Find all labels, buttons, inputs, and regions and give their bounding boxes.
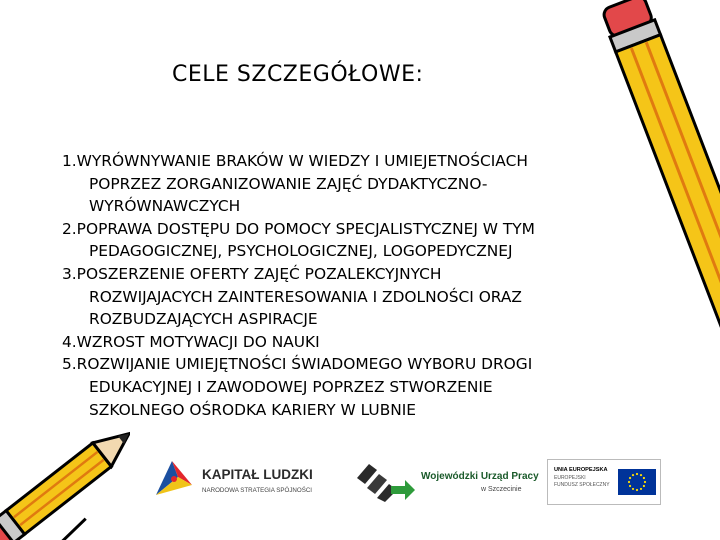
objective-continuation-line: EDUKACYJNEJ I ZAWODOWEJ POPRZEZ STWORZENIE bbox=[89, 377, 493, 396]
slide-title: CELE SZCZEGÓŁOWE: bbox=[172, 62, 424, 87]
eu-star bbox=[629, 477, 631, 479]
eu-star bbox=[636, 489, 638, 491]
eu-star bbox=[643, 485, 645, 487]
eu-title: UNIA EUROPEJSKA bbox=[554, 467, 608, 473]
eu-star bbox=[640, 488, 642, 490]
objective-continuation-line: ROZBUDZAJĄCYCH ASPIRACJE bbox=[89, 310, 318, 329]
eu-star bbox=[632, 474, 634, 476]
kapital-ludzki-logo bbox=[150, 455, 340, 505]
objective-first-line: 1.WYRÓWNYWANIE BRAKÓW W WIEDZY I UMIEJETNOŚCIACH bbox=[62, 152, 528, 170]
objective-item bbox=[62, 218, 662, 263]
eu-star bbox=[632, 488, 634, 490]
eu-star bbox=[644, 481, 646, 483]
objective-item bbox=[62, 353, 662, 421]
eu-flag-icon bbox=[618, 469, 656, 495]
eu-fund-line-2: FUNDUSZ SPOŁECZNY bbox=[554, 482, 610, 488]
eu-fund-line-1: EUROPEJSKI bbox=[554, 475, 586, 481]
wup-logo bbox=[355, 460, 545, 505]
objective-item bbox=[62, 331, 662, 354]
logos-strip bbox=[150, 455, 670, 510]
kapital-ludzki-title: KAPITAŁ LUDZKI bbox=[202, 467, 313, 482]
kapital-ludzki-subtitle: NARODOWA STRATEGIA SPÓJNOŚCI bbox=[202, 487, 313, 494]
objective-continuation-line: ROZWIJAJACYCH ZAINTERESOWANIA I ZDOLNOŚCI ORAZ bbox=[89, 287, 522, 306]
objective-continuation-line: WYRÓWNAWCZYCH bbox=[89, 197, 241, 216]
objective-first-line: 2.POPRAWA DOSTĘPU DO POMOCY SPECJALISTYCZNEJ W TYM bbox=[62, 219, 535, 238]
eu-star bbox=[628, 481, 630, 483]
eu-star bbox=[643, 477, 645, 479]
objective-first-line: 4.WZROST MOTYWACJI DO NAUKI bbox=[62, 332, 320, 351]
pencil-icon bbox=[0, 430, 130, 540]
eu-star bbox=[636, 473, 638, 475]
eu-star bbox=[640, 474, 642, 476]
objectives-list bbox=[62, 150, 662, 421]
objective-item bbox=[62, 263, 662, 331]
wup-blocks-icon bbox=[355, 460, 417, 502]
objective-continuation-line: PEDAGOGICZNEJ, PSYCHOLOGICZNEJ, LOGOPEDYCZNEJ bbox=[89, 242, 513, 261]
wup-subtitle: w Szczecinie bbox=[481, 486, 522, 493]
eu-logo bbox=[547, 459, 661, 505]
objective-continuation-line: POPRZEZ ZORGANIZOWANIE ZAJĘĆ DYDAKTYCZNO- bbox=[89, 174, 488, 193]
pencil-icon bbox=[596, 0, 720, 440]
objective-first-line: 5.ROZWIJANIE UMIEJĘTNOŚCI ŚWIADOMEGO WYBORU DROGI bbox=[62, 355, 533, 374]
eu-star bbox=[629, 485, 631, 487]
objective-item bbox=[62, 150, 662, 218]
objective-continuation-line: SZKOLNEGO OŚRODKA KARIERY W LUBNIE bbox=[89, 400, 417, 419]
wup-title: Wojewódzki Urząd Pracy bbox=[421, 471, 539, 482]
objective-first-line: 3.POSZERZENIE OFERTY ZAJĘĆ POZALEKCYJNYCH bbox=[62, 264, 442, 283]
kapital-ludzki-star-icon bbox=[150, 455, 198, 503]
